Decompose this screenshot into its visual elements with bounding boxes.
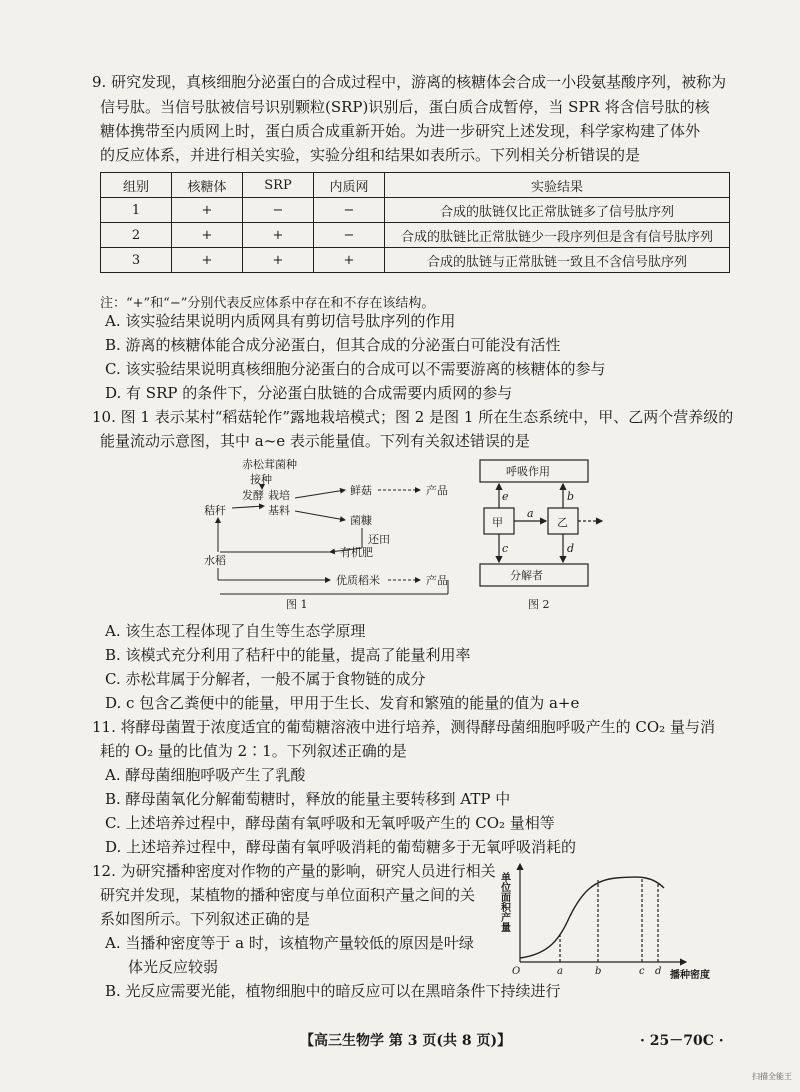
q9-option-c: C. 该实验结果说明真核细胞分泌蛋白的合成可以不需要游离的核糖体的参与: [105, 360, 606, 378]
table-cell: 合成的肽链仅比正常肽链多了信号肽序列: [385, 198, 730, 223]
fig1-straw-label: 秸秆: [204, 504, 226, 517]
table-header: 实验结果: [385, 173, 730, 198]
fig1-caption: 图 1: [286, 598, 308, 611]
q11-option-b: B. 酵母菌氧化分解葡萄糖时，释放的能量主要转移到 ATP 中: [105, 790, 511, 808]
fig1-fresh-mushroom-label: 鲜菇: [350, 484, 372, 497]
table-cell: −: [314, 198, 385, 223]
fig2-yi-label: 乙: [557, 516, 568, 529]
fig2-label-a: a: [527, 507, 534, 520]
figure-2-diagram: [470, 456, 610, 616]
table-row: [101, 223, 730, 248]
fig2-jia-label: 甲: [492, 516, 503, 529]
fig2-label-d: d: [567, 542, 575, 555]
q10-line-1: 10. 图 1 表示某村“稻菇轮作”露地栽培模式；图 2 是图 1 所在生态系统中，甲、乙两个营养级的: [92, 408, 734, 426]
fig2-decomposer-label: 分解者: [510, 569, 543, 582]
table-cell: 3: [101, 248, 172, 273]
q11-option-c: C. 上述培养过程中，酵母菌有氧呼吸和无氧呼吸产生的 CO₂ 量相等: [105, 814, 555, 832]
fig1-product-label-2: 产品: [426, 574, 448, 587]
fig1-quality-rice-label: 优质稻米: [336, 574, 380, 587]
q12-option-a: A. 当播种密度等于 a 时，该植物产量较低的原因是叶绿: [105, 934, 474, 952]
q10-line-2: 能量流动示意图，其中 a~e 表示能量值。下列有关叙述错误的是: [100, 432, 530, 450]
q12-option-a-cont: 体光反应较弱: [128, 958, 219, 976]
table-cell: +: [172, 198, 243, 223]
table-cell: +: [314, 248, 385, 273]
graph-x-label: 播种密度: [670, 970, 710, 981]
graph-tick-c: c: [639, 966, 645, 977]
table-cell: −: [243, 198, 314, 223]
q12-option-b: B. 光反应需要光能，植物细胞中的暗反应可以在黑暗条件下持续进行: [105, 982, 561, 1000]
fig2-caption: 图 2: [528, 598, 550, 611]
q12-line-3: 系如图所示。下列叙述正确的是: [100, 910, 311, 928]
fig2-label-b: b: [567, 490, 575, 503]
fig1-return-label: 还田: [368, 533, 390, 546]
q10-option-b: B. 该模式充分利用了秸秆中的能量，提高了能量利用率: [105, 646, 471, 664]
fig1-medium-label-1: 栽培: [268, 489, 290, 502]
q12-line-1: 12. 为研究播种密度对作物的产量的影响，研究人员进行相关: [92, 862, 496, 880]
q11-option-d: D. 上述培养过程中，酵母菌有氧呼吸消耗的葡萄糖多于无氧呼吸消耗的: [105, 838, 577, 856]
footer-page-info: 【高三生物学 第 3 页(共 8 页)】: [300, 1033, 512, 1049]
q11-line-2: 耗的 O₂ 量的比值为 2∶1。下列叙述正确的是: [100, 742, 407, 760]
fig1-medium-label-2: 基料: [268, 504, 290, 517]
table-cell: +: [172, 223, 243, 248]
table-cell: +: [243, 223, 314, 248]
q9-results-table: [100, 172, 730, 273]
scanner-watermark: 扫描全能王: [752, 1072, 792, 1081]
graph-y-label: 单位面积产量: [498, 872, 510, 932]
q12-density-yield-graph: [490, 858, 730, 988]
fig1-inoculate-label: 接种: [250, 473, 272, 486]
fig2-respiration-label: 呼吸作用: [506, 465, 550, 478]
graph-tick-a: a: [557, 966, 563, 977]
fig1-product-label-1: 产品: [426, 484, 448, 497]
table-header: 内质网: [314, 173, 385, 198]
table-header: SRP: [243, 173, 314, 198]
q9-line-3: 糖体携带至内质网上时，蛋白质合成重新开始。为进一步研究上述发现，科学家构建了体外: [100, 122, 701, 140]
table-header: 核糖体: [172, 173, 243, 198]
q9-option-b: B. 游离的核糖体能合成分泌蛋白，但其合成的分泌蛋白可能没有活性: [105, 336, 561, 354]
table-cell: 合成的肽链与正常肽链一致且不含信号肽序列: [385, 248, 730, 273]
table-header: 组别: [101, 173, 172, 198]
q10-option-a: A. 该生态工程体现了自生等生态学原理: [105, 622, 366, 640]
table-row: [101, 248, 730, 273]
q11-option-a: A. 酵母菌细胞呼吸产生了乳酸: [105, 766, 306, 784]
q10-option-c: C. 赤松茸属于分解者，一般不属于食物链的成分: [105, 670, 426, 688]
graph-origin-label: O: [512, 966, 521, 977]
q11-line-1: 11. 将酵母菌置于浓度适宜的葡萄糖溶液中进行培养，测得酵母菌细胞呼吸产生的 CO₂ 量与消: [92, 718, 715, 736]
fig1-fertilizer-label: 有机肥: [340, 546, 373, 559]
fig2-label-c: c: [502, 542, 509, 555]
footer-exam-code: · 25－70C ·: [640, 1033, 724, 1049]
q9-option-d: D. 有 SRP 的条件下，分泌蛋白肽链的合成需要内质网的参与: [105, 384, 513, 402]
fig1-ferment-label: 发酵: [242, 489, 264, 502]
q9-line-2: 信号肽。当信号肽被信号识别颗粒(SRP)识别后，蛋白质合成暂停，当 SPR 将含信号肽的核: [100, 98, 710, 116]
fig1-residue-label: 菌糠: [350, 514, 372, 527]
q9-table-note: 注：“+”和“−”分别代表反应体系中存在和不存在该结构。: [100, 296, 435, 311]
fig2-label-e: e: [502, 490, 509, 503]
table-row: [101, 198, 730, 223]
figure-1-diagram: [190, 456, 470, 616]
table-cell: +: [243, 248, 314, 273]
table-cell: −: [314, 223, 385, 248]
fig1-strain-label: 赤松茸菌种: [242, 458, 297, 471]
fig1-rice-label: 水稻: [204, 554, 226, 567]
q9-line-1: 9. 研究发现，真核细胞分泌蛋白的合成过程中，游离的核糖体会合成一小段氨基酸序列，被称为: [92, 73, 727, 91]
table-cell: +: [172, 248, 243, 273]
table-cell: 1: [101, 198, 172, 223]
q10-option-d: D. c 包含乙粪便中的能量，甲用于生长、发育和繁殖的能量的值为 a+e: [105, 694, 580, 712]
q12-line-2: 研究并发现，某植物的播种密度与单位面积产量之间的关: [100, 886, 476, 904]
table-cell: 合成的肽链比正常肽链少一段序列但是含有信号肽序列: [385, 223, 730, 248]
q9-line-4: 的反应体系，并进行相关实验，实验分组和结果如表所示。下列相关分析错误的是: [100, 146, 641, 164]
table-cell: 2: [101, 223, 172, 248]
q9-option-a: A. 该实验结果说明内质网具有剪切信号肽序列的作用: [105, 312, 456, 330]
graph-tick-b: b: [595, 966, 602, 977]
graph-tick-d: d: [655, 966, 662, 977]
